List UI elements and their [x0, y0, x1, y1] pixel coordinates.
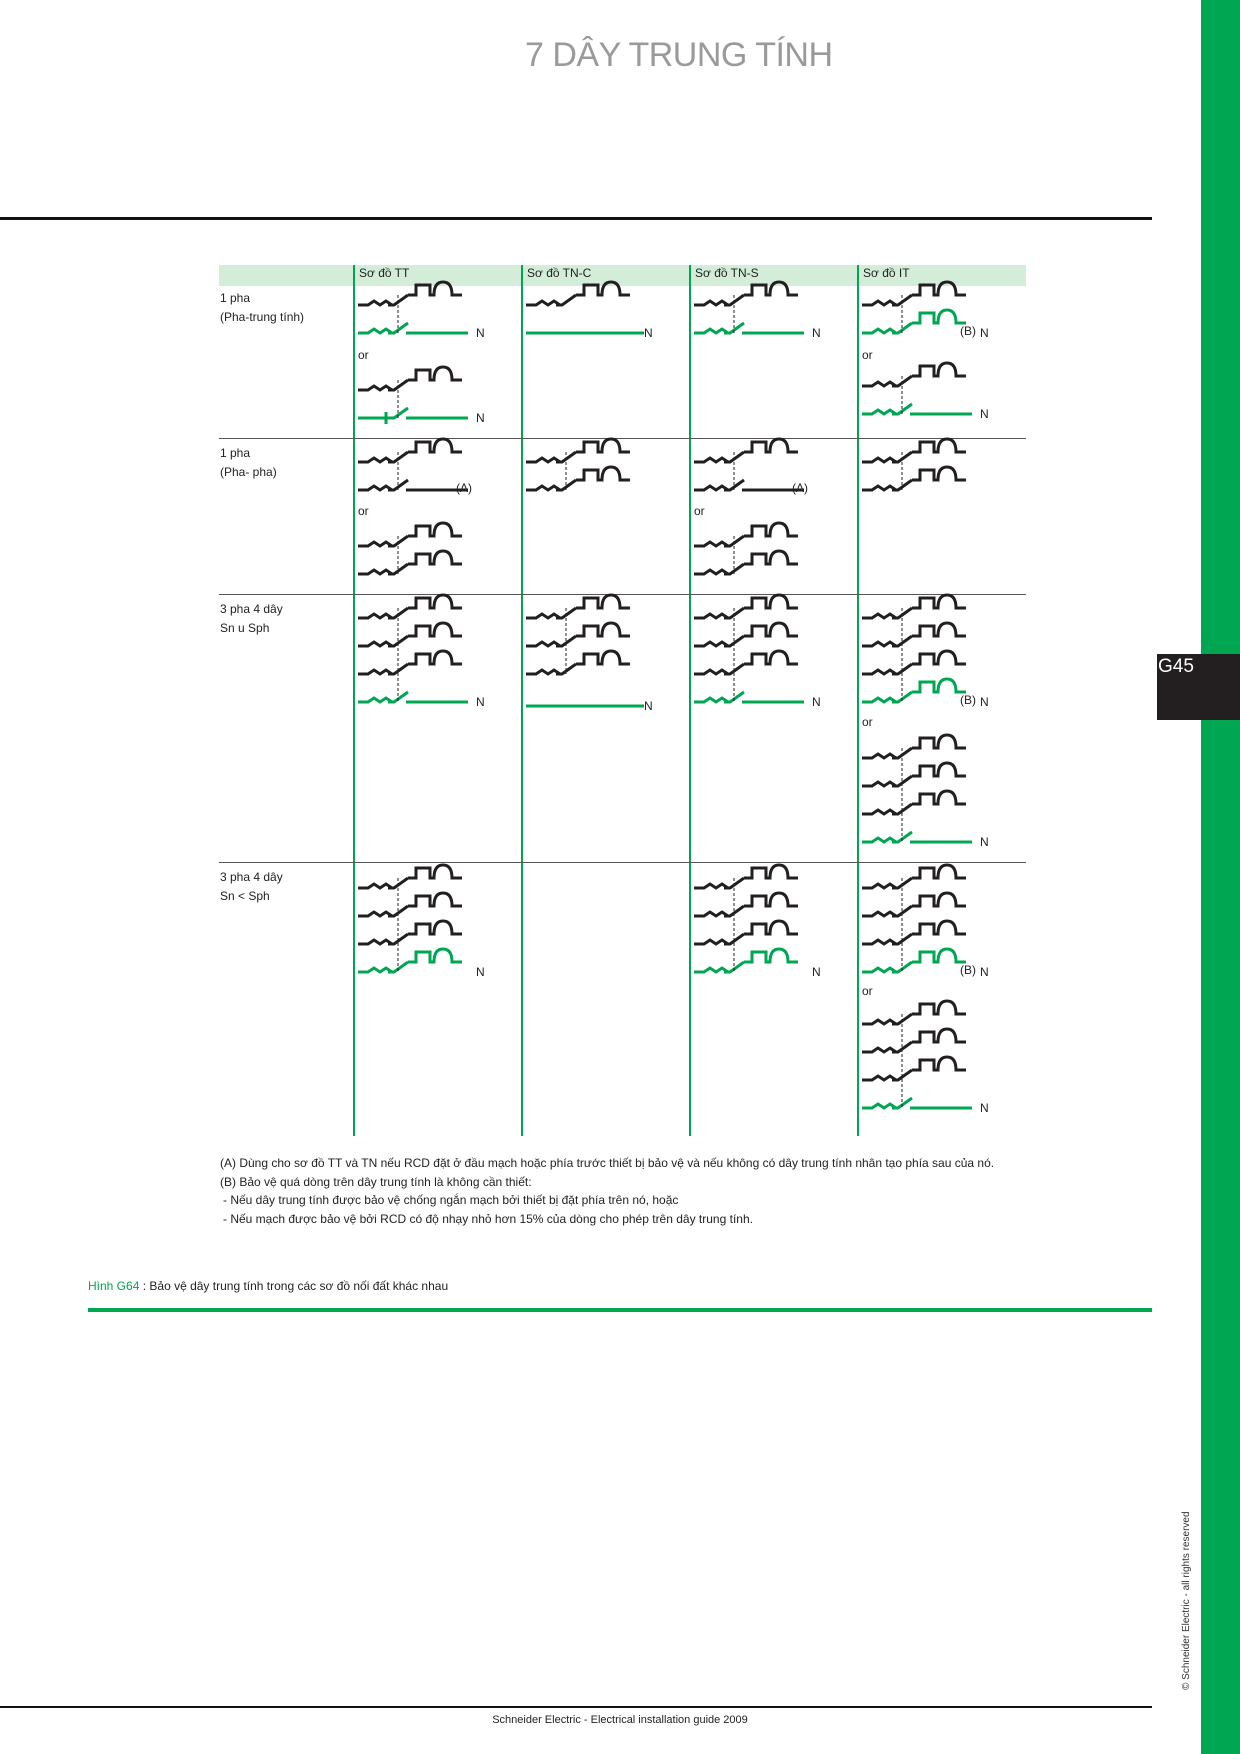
or-label: or: [358, 348, 369, 362]
row-label-line: Sn u Sph: [220, 621, 270, 635]
fuse-symbol: [694, 542, 728, 546]
fuse-symbol: [862, 1020, 896, 1024]
fuse-symbol: [862, 1076, 896, 1080]
conductor-line: [742, 692, 804, 702]
conductor-line: [406, 323, 468, 333]
fuse-symbol: [694, 614, 728, 618]
fuse-symbol: [526, 301, 560, 305]
trip-device: [912, 282, 966, 295]
trip-device: [408, 595, 462, 608]
fuse-symbol: [862, 940, 896, 944]
neutral-label: N: [812, 326, 821, 340]
trip-device: [408, 865, 462, 878]
trip-device: [912, 763, 966, 776]
conductor-line: [406, 408, 468, 418]
neutral-label: N: [476, 326, 485, 340]
trip-device: [576, 282, 630, 295]
note-b-item-1: - Nếu dây trung tính được bảo vệ chống ngắn mạch bởi thiết bị đặt phía trên nó, hoặc: [223, 1193, 679, 1207]
neutral-label: N: [980, 835, 989, 849]
fuse-symbol: [358, 570, 392, 574]
note-a: (A) Dùng cho sơ đồ TT và TN nếu RCD đặt ở đầu mạch hoặc phía trước thiết bị bảo vệ và nếu không có dây trung tính nhân tạo phía sau của nó.: [220, 1156, 995, 1170]
fuse-symbol: [862, 1104, 896, 1108]
fuse-symbol: [862, 754, 896, 758]
fuse-symbol: [358, 968, 392, 972]
col-header-it: Sơ đồ IT: [863, 266, 910, 280]
fuse-symbol: [862, 782, 896, 786]
page-number: G45: [1158, 656, 1194, 677]
row-label-line: Sn < Sph: [220, 889, 270, 903]
neutral-label: N: [980, 326, 989, 340]
trip-device: [408, 949, 462, 962]
trip-device: [744, 595, 798, 608]
trip-device: [744, 551, 798, 564]
fuse-symbol: [358, 329, 392, 333]
fuse-symbol: [526, 486, 560, 490]
trip-device: [744, 651, 798, 664]
fuse-symbol: [862, 486, 896, 490]
fuse-symbol: [358, 542, 392, 546]
note-b-marker: (B): [960, 693, 976, 707]
trip-device: [912, 893, 966, 906]
trip-device: [912, 865, 966, 878]
row-label-line: 1 pha: [220, 446, 251, 460]
trip-device: [912, 651, 966, 664]
fuse-symbol: [694, 570, 728, 574]
fuse-symbol: [358, 912, 392, 916]
fuse-symbol: [358, 642, 392, 646]
conductor-line: [910, 404, 972, 414]
trip-device: [744, 439, 798, 452]
conductor-line: [742, 323, 804, 333]
fuse-symbol: [358, 486, 392, 490]
or-label: or: [862, 348, 873, 362]
trip-device: [912, 735, 966, 748]
fuse-symbol: [358, 458, 392, 462]
trip-device: [576, 623, 630, 636]
fuse-symbol: [694, 642, 728, 646]
trip-device: [912, 595, 966, 608]
fuse-symbol: [694, 301, 728, 305]
trip-device: [408, 551, 462, 564]
trip-device: [408, 523, 462, 536]
fuse-symbol: [862, 884, 896, 888]
fuse-symbol: [862, 614, 896, 618]
row-label-line: (Pha-trung tính): [220, 310, 305, 324]
row-label-line: 3 pha 4 dây: [220, 602, 283, 616]
row-label-line: (Pha- pha): [220, 465, 277, 479]
trip-device: [912, 623, 966, 636]
fuse-symbol: [862, 642, 896, 646]
trip-device: [408, 282, 462, 295]
page-title: 7 DÂY TRUNG TÍNH: [525, 36, 833, 74]
or-label: or: [862, 715, 873, 729]
trip-device: [744, 623, 798, 636]
fuse-symbol: [862, 698, 896, 702]
neutral-label: N: [980, 407, 989, 421]
fuse-symbol: [358, 698, 392, 702]
neutral-label: N: [476, 695, 485, 709]
trip-device: [744, 949, 798, 962]
fuse-symbol: [862, 810, 896, 814]
neutral-label: N: [812, 695, 821, 709]
trip-device: [912, 791, 966, 804]
fuse-symbol: [694, 968, 728, 972]
figure-caption: [88, 1279, 448, 1293]
trip-device: [912, 1029, 966, 1042]
trip-device: [912, 921, 966, 934]
or-label: or: [694, 504, 705, 518]
neutral-label: N: [980, 965, 989, 979]
fuse-symbol: [358, 940, 392, 944]
col-header-tt: Sơ đồ TT: [359, 266, 410, 280]
or-label: or: [862, 984, 873, 998]
fuse-symbol: [862, 838, 896, 842]
col-header-tns: Sơ đồ TN-S: [695, 266, 759, 280]
neutral-label: N: [812, 965, 821, 979]
fuse-symbol: [694, 458, 728, 462]
row-label-line: 1 pha: [220, 291, 251, 305]
conductor-line: [910, 1098, 972, 1108]
conductor-line: [406, 692, 468, 702]
trip-device: [408, 623, 462, 636]
conductor-line: [910, 832, 972, 842]
copyright-notice: © Schneider Electric - all rights reserved: [1181, 1511, 1192, 1690]
fuse-symbol: [694, 884, 728, 888]
trip-device: [408, 651, 462, 664]
trip-device: [744, 865, 798, 878]
fuse-symbol: [694, 670, 728, 674]
fuse-symbol: [694, 698, 728, 702]
fuse-symbol: [526, 642, 560, 646]
trip-device: [576, 439, 630, 452]
trip-device: [912, 1001, 966, 1014]
caption-rule: [88, 1308, 1152, 1312]
table-notes: [220, 1154, 1020, 1228]
trip-device: [912, 310, 966, 323]
note-b-marker: (B): [960, 963, 976, 977]
fuse-symbol: [862, 410, 896, 414]
fuse-symbol: [358, 670, 392, 674]
row-label-line: 3 pha 4 dây: [220, 870, 283, 884]
trip-device: [408, 921, 462, 934]
trip-device: [744, 282, 798, 295]
fuse-symbol: [358, 386, 392, 390]
fuse-symbol: [862, 670, 896, 674]
fuse-symbol: [694, 912, 728, 916]
note-b: (B) Bảo vệ quá dòng trên dây trung tính là không cần thiết:: [220, 1174, 532, 1189]
trip-device: [912, 949, 966, 962]
trip-device: [912, 363, 966, 376]
fuse-symbol: [862, 912, 896, 916]
trip-device: [576, 595, 630, 608]
fuse-symbol: [358, 301, 392, 305]
neutral-label: N: [980, 1101, 989, 1115]
switch-contact: [556, 295, 576, 305]
trip-device: [408, 367, 462, 380]
trip-device: [912, 679, 966, 692]
fuse-symbol: [694, 329, 728, 333]
fuse-symbol: [526, 458, 560, 462]
neutral-label: N: [476, 965, 485, 979]
footer-text: Schneider Electric - Electrical installation guide 2009: [492, 1714, 748, 1726]
neutral-label: N: [644, 699, 653, 713]
fuse-symbol: [862, 301, 896, 305]
neutral-label: N: [644, 326, 653, 340]
neutral-label: N: [980, 695, 989, 709]
footer-rule: [0, 1706, 1152, 1708]
col-header-tnc: Sơ đồ TN-C: [527, 266, 592, 280]
note-a-marker: (A): [792, 481, 808, 495]
fuse-symbol: [358, 884, 392, 888]
fuse-symbol: [862, 329, 896, 333]
trip-device: [408, 893, 462, 906]
fuse-symbol: [862, 382, 896, 386]
trip-device: [576, 651, 630, 664]
trip-device: [744, 893, 798, 906]
trip-device: [576, 467, 630, 480]
figure-caption-text: : Bảo vệ dây trung tính trong các sơ đồ nối đất khác nhau: [142, 1279, 449, 1293]
trip-device: [912, 467, 966, 480]
note-b-marker: (B): [960, 324, 976, 338]
fuse-symbol: [694, 940, 728, 944]
fuse-symbol: [526, 670, 560, 674]
trip-device: [408, 439, 462, 452]
trip-device: [912, 1057, 966, 1070]
fuse-symbol: [862, 968, 896, 972]
fuse-symbol: [862, 458, 896, 462]
note-a-marker: (A): [456, 481, 472, 495]
trip-device: [744, 921, 798, 934]
trip-device: [912, 439, 966, 452]
fuse-symbol: [526, 614, 560, 618]
neutral-label: N: [476, 411, 485, 425]
note-b-item-2: - Nếu mạch được bảo vệ bởi RCD có độ nhạy nhỏ hơn 15% của dòng cho phép trên dây trung tính.: [223, 1211, 753, 1226]
or-label: or: [358, 504, 369, 518]
figure-label: Hình G64: [88, 1279, 140, 1293]
fuse-symbol: [862, 1048, 896, 1052]
trip-device: [744, 523, 798, 536]
fuse-symbol: [358, 614, 392, 618]
fuse-symbol: [694, 486, 728, 490]
